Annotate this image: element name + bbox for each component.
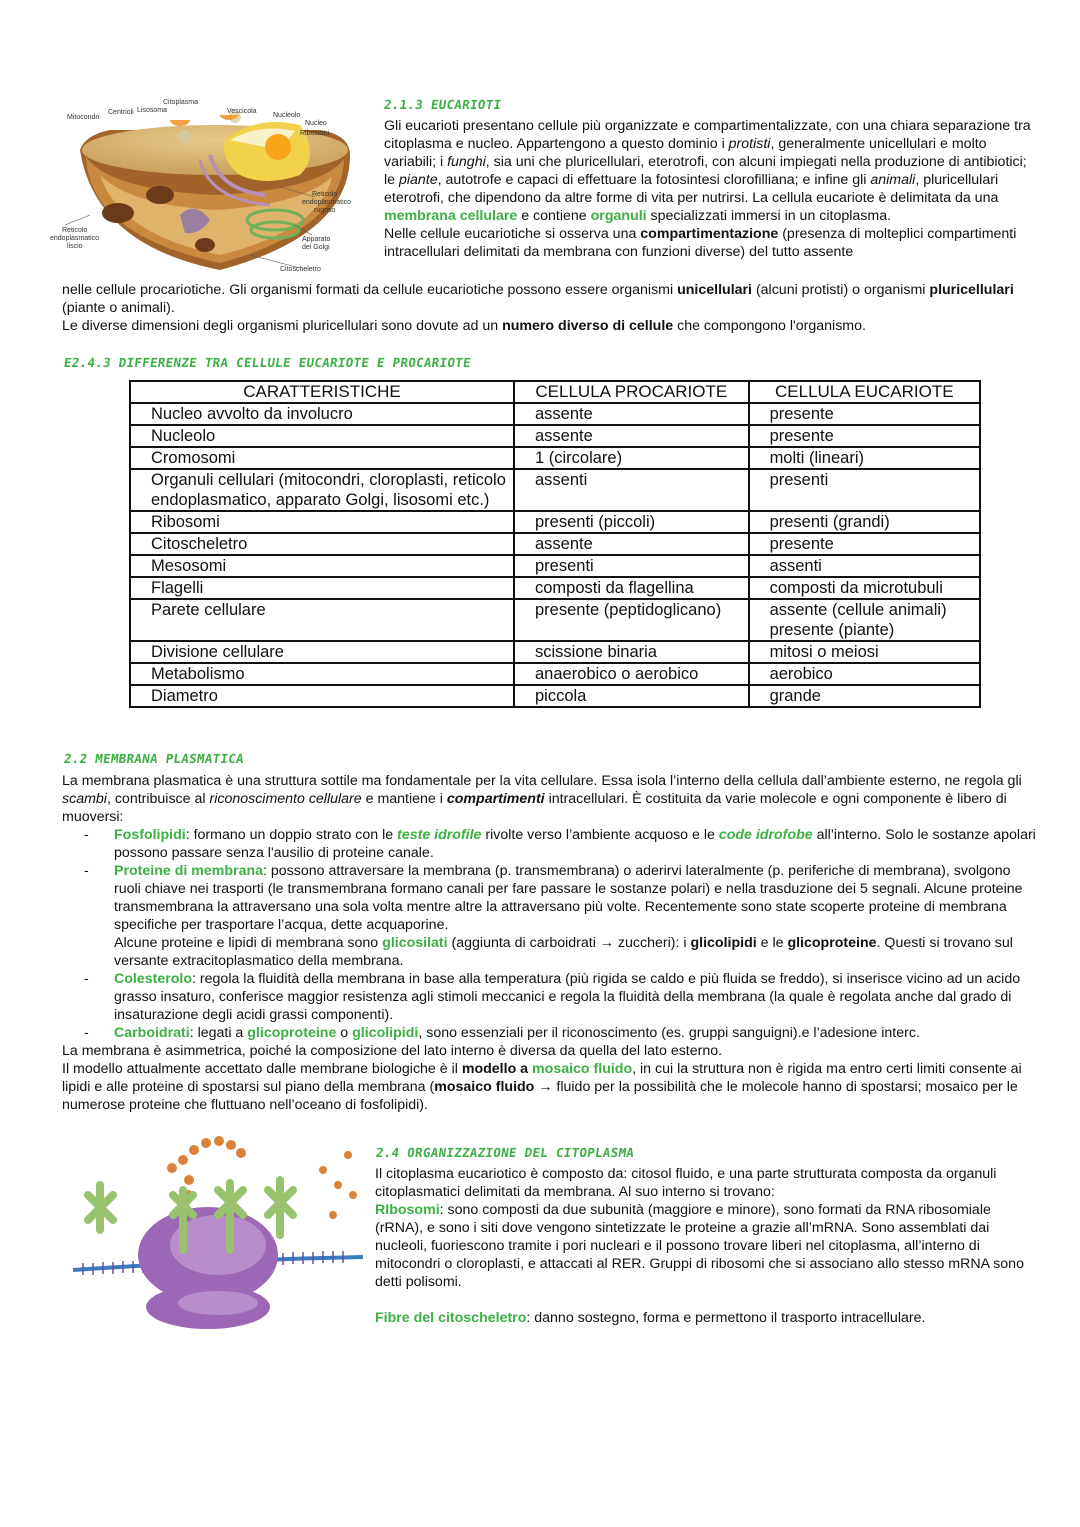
membrana-outro: La membrana è asimmetrica, poiché la composizione del lato interno è diversa da quella del lato esterno. Il modello attualmente accettato dalle membrane biologiche è il modello a mosaico fluido, in cui la struttura non è rigida ma entro certi limiti consente ai lipidi e alle proteine di spostarsi sul piano della membrana (mosaico fluido → fluido per la possibilità che le molecole hanno di spostarsi; mosaico per le numerose proteine che fluttuano nell’oceano di fosfolipidi). <box>62 1043 1022 1113</box>
table-cell: presenti <box>514 555 749 577</box>
list-item: - Fosfolipidi: formano un doppio strato con le teste idrofile rivolte verso l’ambiente acquoso e le code idrofobe all’interno. Solo le sostanze apolari possono passare senza l'ausilio di proteine canale. <box>62 826 1037 862</box>
ribosomi-paragraph: RIbosomi: sono composti da due subunità (maggiore e minore), sono formati da RNA ribosomiale (rRNA), e sono i siti dove vengono sintetizzate le proteine a grazie all’mRNA. Sono assemblati dai nucleoli, fuoriescono tramite i pori nucleari e il possono trovare liberi nel citoplasma, all’interno di mitocondri o cloroplasti, e attaccati al RER. Gruppi di ribosomi che si associano allo stesso mRNA sono detti polisomi. <box>375 1202 1024 1290</box>
table-cell: Nucleolo <box>130 425 514 447</box>
heading-differenze: E2.4.3 DIFFERENZE TRA CELLULE EUCARIOTE E PROCARIOTE <box>62 355 472 370</box>
table-cell: assenti <box>514 469 749 511</box>
table-cell: presente <box>749 425 980 447</box>
table-cell: Divisione cellulare <box>130 641 514 663</box>
table-row <box>130 403 980 425</box>
table-cell: scissione binaria <box>514 641 749 663</box>
table-cell: mitosi o meiosi <box>749 641 980 663</box>
label-ser-1: Reticolo <box>62 227 88 234</box>
table-cell: presenti <box>749 469 980 511</box>
heading-membrana: 2.2 MEMBRANA PLASMATICA <box>62 751 246 766</box>
table-cell: Citoscheletro <box>130 533 514 555</box>
table-cell: presente <box>749 533 980 555</box>
label-ser-3: liscio <box>67 243 83 250</box>
table-cell: presenti (grandi) <box>749 511 980 533</box>
table-cell: composti da flagellina <box>514 577 749 599</box>
membrana-section <box>62 772 1037 1114</box>
table-cell: Metabolismo <box>130 663 514 685</box>
table-cell: Ribosomi <box>130 511 514 533</box>
table-row <box>130 599 980 641</box>
table-row <box>130 641 980 663</box>
label-mitocondri: Mitocondri <box>67 114 100 121</box>
column-header: CELLULA PROCARIOTE <box>514 381 749 403</box>
comparison-table-wrapper <box>129 380 981 708</box>
table-cell: composti da microtubuli <box>749 577 980 599</box>
list-item: - Proteine di membrana: possono attraversare la membrana (p. transmembrana) o aderirvi lateralmente (p. periferiche di membrana), svolgono ruoli chiave nei trasporti (le transmembrana formano canali per fare passare le sostanze polari) e nella trasduzione dei 5 segnali. Alcune proteine transmembrana la attraversano una sola volta mentre altre la attraversano più volte. Recentemente sono state scoperte proteine di membrana specifiche per trasportare l’acqua, dette acquaporine. Alcune proteine e lipidi di membrana sono glicosilati (aggiunta di carboidrati → zuccheri): i glicolipidi e le glicoproteine. Questi si trovano sul versante extracitoplasmatico della membrana. <box>62 862 1037 970</box>
heading-eucarioti: 2.1.3 EUCARIOTI <box>382 97 503 112</box>
ribosome-translation-figure <box>68 1135 368 1335</box>
table-cell: Mesosomi <box>130 555 514 577</box>
fibre-paragraph: Fibre del citoscheletro: danno sostegno, forma e permettono il trasporto intracellulare. <box>375 1310 926 1326</box>
heading-citoplasma: 2.4 ORGANIZZAZIONE DEL CITOPLASMA <box>374 1145 636 1160</box>
label-rer-3: rugoso <box>314 207 336 214</box>
table-row <box>130 425 980 447</box>
table-cell: assenti <box>749 555 980 577</box>
label-ribosomi: Ribosomi <box>300 130 330 137</box>
table-row <box>130 577 980 599</box>
label-vescicola: Vescicola <box>227 108 257 115</box>
table-cell: assente (cellule animali) presente (piante) <box>749 599 980 641</box>
comparison-table <box>129 380 981 708</box>
table-cell: Nucleo avvolto da involucro <box>130 403 514 425</box>
membrana-components-list <box>62 826 1037 1042</box>
table-row <box>130 511 980 533</box>
table-cell: grande <box>749 685 980 707</box>
table-cell: assente <box>514 425 749 447</box>
label-golgi-2: del Golgi <box>302 244 330 251</box>
table-cell: 1 (circolare) <box>514 447 749 469</box>
label-lisosoma: Lisosoma <box>137 107 167 114</box>
table-row <box>130 447 980 469</box>
table-cell: presenti (piccoli) <box>514 511 749 533</box>
table-header-row <box>130 381 980 403</box>
table-cell: Diametro <box>130 685 514 707</box>
label-centrioli: Centrioli <box>108 109 134 116</box>
table-row <box>130 555 980 577</box>
table-cell: anaerobico o aerobico <box>514 663 749 685</box>
table-cell: aerobico <box>749 663 980 685</box>
table-row <box>130 663 980 685</box>
table-cell: Parete cellulare <box>130 599 514 641</box>
table-row <box>130 685 980 707</box>
table-row <box>130 533 980 555</box>
list-item: - Carboidrati: legati a glicoproteine o glicolipidi, sono essenziali per il riconoscimento (es. gruppi sanguigni).e l’adesione interc. <box>62 1024 1037 1042</box>
label-nucleolo: Nucleolo <box>273 112 301 119</box>
table-cell: Cromosomi <box>130 447 514 469</box>
citoplasma-intro: Il citoplasma eucariotico è composto da: citosol fluido, e una parte strutturata composta da organuli citoplasmatici delimitati da membrana. Al suo interno si trovano: <box>375 1166 997 1200</box>
eucarioti-paragraph-bottom: nelle cellule procariotiche. Gli organismi formati da cellule eucariotiche possono essere organismi unicellulari (alcuni protisti) o organismi pluricellulari (piante o animali). Le diverse dimensioni degli organismi pluricellulari sono dovute ad un numero diverso di cellule che compongono l'organismo. <box>62 282 1014 334</box>
table-cell: assente <box>514 403 749 425</box>
table-cell: assente <box>514 533 749 555</box>
label-ser-2: endoplasmatico <box>50 235 100 242</box>
column-header: CELLULA EUCARIOTE <box>749 381 980 403</box>
table-cell: molti (lineari) <box>749 447 980 469</box>
table-cell: Flagelli <box>130 577 514 599</box>
label-rer-1: Reticolo <box>312 191 338 198</box>
label-nucleo: Nucleo <box>305 120 327 127</box>
table-cell: presente <box>749 403 980 425</box>
table-cell: presente (peptidoglicano) <box>514 599 749 641</box>
membrana-intro: La membrana plasmatica è una struttura sottile ma fondamentale per la vita cellulare. Essa isola l’interno della cellula dall’ambiente esterno, ne regola gli scambi, contribuisce al riconoscimento cellulare e mantiene i compartimenti intracellulari. È costituita da varie molecole e ogni componente è libero di muoversi: <box>62 773 1022 825</box>
list-item: - Colesterolo: regola la fluidità della membrana in base alla temperatura (più rigida se caldo e più fluida se freddo), si inserisce vicino ad un acido grasso insaturo, conferisce maggior resistenza agli stimoli meccanici e regola la fluidità della membrana (la quale è regolata anche dal grado di insaturazione degli acidi grassi componenti). <box>62 970 1037 1024</box>
eukaryotic-cell-figure <box>50 95 375 280</box>
label-rer-2: endoplasmatico <box>302 199 352 206</box>
eucarioti-paragraph-top: Gli eucarioti presentano cellule più organizzate e compartimentalizzate, con una chiara separazione tra citoplasma e nucleo. Appartengono a questo dominio i protisti, generalmente unicellulari e molto variabili; i funghi, sia uni che pluricellulari, eterotrofi, con alcuni impiegati nella produzione di antibiotici; le piante, autotrofe e capaci di effettuare la fotosintesi clorofilliana; e infine gli animali, pluricellulari eterotrofi, che dipendono da altre forme di vita per nutrirsi. La cellula eucariote è delimitata da una membrana cellulare e contiene organuli specializzati immersi in un citoplasma. Nelle cellule eucariotiche si osserva una compartimentazione (presenza di molteplici compartimenti intracellulari delimitati da membrana con funzioni diverse) del tutto assente <box>384 118 1031 260</box>
label-golgi-1: Apparato <box>302 236 331 243</box>
citoplasma-section <box>375 1165 1035 1327</box>
column-header: CARATTERISTICHE <box>130 381 514 403</box>
table-cell: Organuli cellulari (mitocondri, cloroplasti, reticolo endoplasmatico, apparato Golgi, lisosomi etc.) <box>130 469 514 511</box>
table-row <box>130 469 980 511</box>
label-citoscheletro: Citoscheletro <box>280 266 321 273</box>
nucleolus-shape <box>265 134 291 160</box>
label-citoplasma: Citoplasma <box>163 99 199 106</box>
mitochondrion-shape <box>102 203 134 223</box>
table-cell: piccola <box>514 685 749 707</box>
